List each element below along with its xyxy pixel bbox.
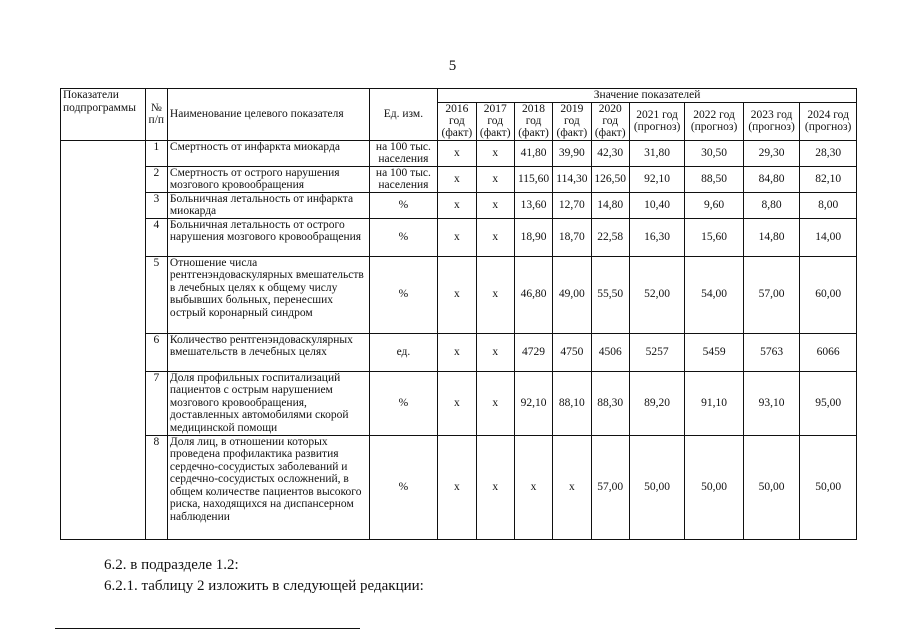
row-value: 4506: [591, 333, 629, 371]
header-year: 2016 год (факт): [438, 102, 476, 140]
row-num: 4: [145, 218, 167, 256]
row-value: 22,58: [591, 218, 629, 256]
row-value: 60,00: [800, 256, 857, 333]
row-value: 4750: [553, 333, 591, 371]
targets-table: [60, 88, 857, 540]
row-name: Больничная летальность от инфаркта миокарда: [167, 192, 369, 218]
header-year: 2020 год (факт): [591, 102, 629, 140]
row-name: Доля профильных госпитализаций пациентов с острым нарушением мозгового кровообращения, доставленных автомобилями скорой медицинской помощи: [167, 371, 369, 435]
row-value: x: [553, 435, 591, 539]
header-year: 2023 год (прогноз): [743, 102, 799, 140]
row-value: 50,00: [743, 435, 799, 539]
row-value: x: [476, 218, 514, 256]
row-value: 93,10: [743, 371, 799, 435]
row-value: x: [476, 435, 514, 539]
header-year: 2017 год (факт): [476, 102, 514, 140]
row-value: 8,80: [743, 192, 799, 218]
table-row: [61, 218, 857, 256]
row-name: Больничная летальность от острого нарушения мозгового кровообращения: [167, 218, 369, 256]
row-unit: %: [369, 218, 438, 256]
row-value: 50,00: [800, 435, 857, 539]
table-row: [61, 333, 857, 371]
row-unit: %: [369, 435, 438, 539]
row-value: 88,30: [591, 371, 629, 435]
row-unit: %: [369, 192, 438, 218]
section-instruction: 6.2.1. таблицу 2 изложить в следующей редакции:: [104, 578, 424, 594]
row-value: 126,50: [591, 166, 629, 192]
row-value: 16,30: [629, 218, 684, 256]
table-row: [61, 192, 857, 218]
row-value: 18,90: [514, 218, 552, 256]
row-value: x: [476, 333, 514, 371]
row-value: 18,70: [553, 218, 591, 256]
row-value: x: [476, 140, 514, 166]
row-value: x: [438, 371, 476, 435]
row-num: 3: [145, 192, 167, 218]
table-row: [61, 140, 857, 166]
row-value: 84,80: [743, 166, 799, 192]
row-name: Смертность от инфаркта миокарда: [167, 140, 369, 166]
row-unit: на 100 тыс. населения: [369, 166, 438, 192]
row-value: x: [476, 166, 514, 192]
row-value: x: [438, 166, 476, 192]
row-value: 15,60: [685, 218, 744, 256]
row-value: 41,80: [514, 140, 552, 166]
row-value: x: [438, 256, 476, 333]
row-value: 6066: [800, 333, 857, 371]
row-num: 5: [145, 256, 167, 333]
row-value: 5763: [743, 333, 799, 371]
row-num: 7: [145, 371, 167, 435]
row-value: 57,00: [591, 435, 629, 539]
row-num: 2: [145, 166, 167, 192]
row-name: Доля лиц, в отношении которых проведена профилактика развития сердечно-сосудистых заболеваний и сердечно-сосудистых осложнений, в общем количестве пациентов высокого риска, находящихся на диспансерном наблюдении: [167, 435, 369, 539]
row-value: 4729: [514, 333, 552, 371]
row-value: 57,00: [743, 256, 799, 333]
row-value: x: [438, 333, 476, 371]
row-name: Смертность от острого нарушения мозгового кровообращения: [167, 166, 369, 192]
row-value: 88,50: [685, 166, 744, 192]
row-name: Количество рентгенэндоваскулярных вмешательств в лечебных целях: [167, 333, 369, 371]
row-value: 115,60: [514, 166, 552, 192]
row-value: 54,00: [685, 256, 744, 333]
row-value: 114,30: [553, 166, 591, 192]
row-unit: %: [369, 256, 438, 333]
row-value: 39,90: [553, 140, 591, 166]
row-num: 8: [145, 435, 167, 539]
row-value: 28,30: [800, 140, 857, 166]
header-name: Наименование целевого показателя: [167, 89, 369, 141]
row-value: 5459: [685, 333, 744, 371]
row-value: 14,80: [591, 192, 629, 218]
header-year: 2018 год (факт): [514, 102, 552, 140]
row-value: 50,00: [629, 435, 684, 539]
row-value: 88,10: [553, 371, 591, 435]
row-value: 42,30: [591, 140, 629, 166]
table-row: [61, 166, 857, 192]
row-value: x: [476, 192, 514, 218]
row-value: 31,80: [629, 140, 684, 166]
table-row: [61, 371, 857, 435]
row-value: x: [438, 140, 476, 166]
row-name: Отношение числа рентгенэндоваскулярных вмешательств в лечебных целях к общему числу выбывших больных, перенесших острый коронарный синдром: [167, 256, 369, 333]
row-value: x: [438, 435, 476, 539]
header-year: 2021 год (прогноз): [629, 102, 684, 140]
row-value: x: [476, 371, 514, 435]
footer-rule: [55, 628, 360, 629]
row-value: 52,00: [629, 256, 684, 333]
row-value: 8,00: [800, 192, 857, 218]
header-year: 2024 год (прогноз): [800, 102, 857, 140]
row-value: x: [514, 435, 552, 539]
header-unit: Ед. изм.: [369, 89, 438, 141]
row-value: 92,10: [514, 371, 552, 435]
row-unit: на 100 тыс. населения: [369, 140, 438, 166]
row-value: 9,60: [685, 192, 744, 218]
section-heading: 6.2. в подразделе 1.2:: [104, 557, 239, 573]
row-num: 6: [145, 333, 167, 371]
table-row: [61, 256, 857, 333]
row-value: 29,30: [743, 140, 799, 166]
row-value: 30,50: [685, 140, 744, 166]
row-value: x: [476, 256, 514, 333]
row-value: 14,80: [743, 218, 799, 256]
row-value: 12,70: [553, 192, 591, 218]
row-value: x: [438, 218, 476, 256]
row-value: 49,00: [553, 256, 591, 333]
header-year: 2022 год (прогноз): [685, 102, 744, 140]
header-values-group: Значение показателей: [438, 89, 857, 103]
table-row: [61, 435, 857, 539]
row-value: 50,00: [685, 435, 744, 539]
row-unit: ед.: [369, 333, 438, 371]
row-value: 14,00: [800, 218, 857, 256]
row-value: 5257: [629, 333, 684, 371]
row-value: 95,00: [800, 371, 857, 435]
header-num: № п/п: [145, 89, 167, 141]
header-year: 2019 год (факт): [553, 102, 591, 140]
row-value: 82,10: [800, 166, 857, 192]
row-value: 91,10: [685, 371, 744, 435]
indicators-cell: [61, 140, 146, 539]
row-value: 89,20: [629, 371, 684, 435]
header-indicators: Показатели подпрограммы: [61, 89, 146, 141]
row-value: 13,60: [514, 192, 552, 218]
row-num: 1: [145, 140, 167, 166]
row-value: 55,50: [591, 256, 629, 333]
row-unit: %: [369, 371, 438, 435]
row-value: 10,40: [629, 192, 684, 218]
row-value: 46,80: [514, 256, 552, 333]
page-number: 5: [448, 58, 457, 74]
row-value: 92,10: [629, 166, 684, 192]
row-value: x: [438, 192, 476, 218]
